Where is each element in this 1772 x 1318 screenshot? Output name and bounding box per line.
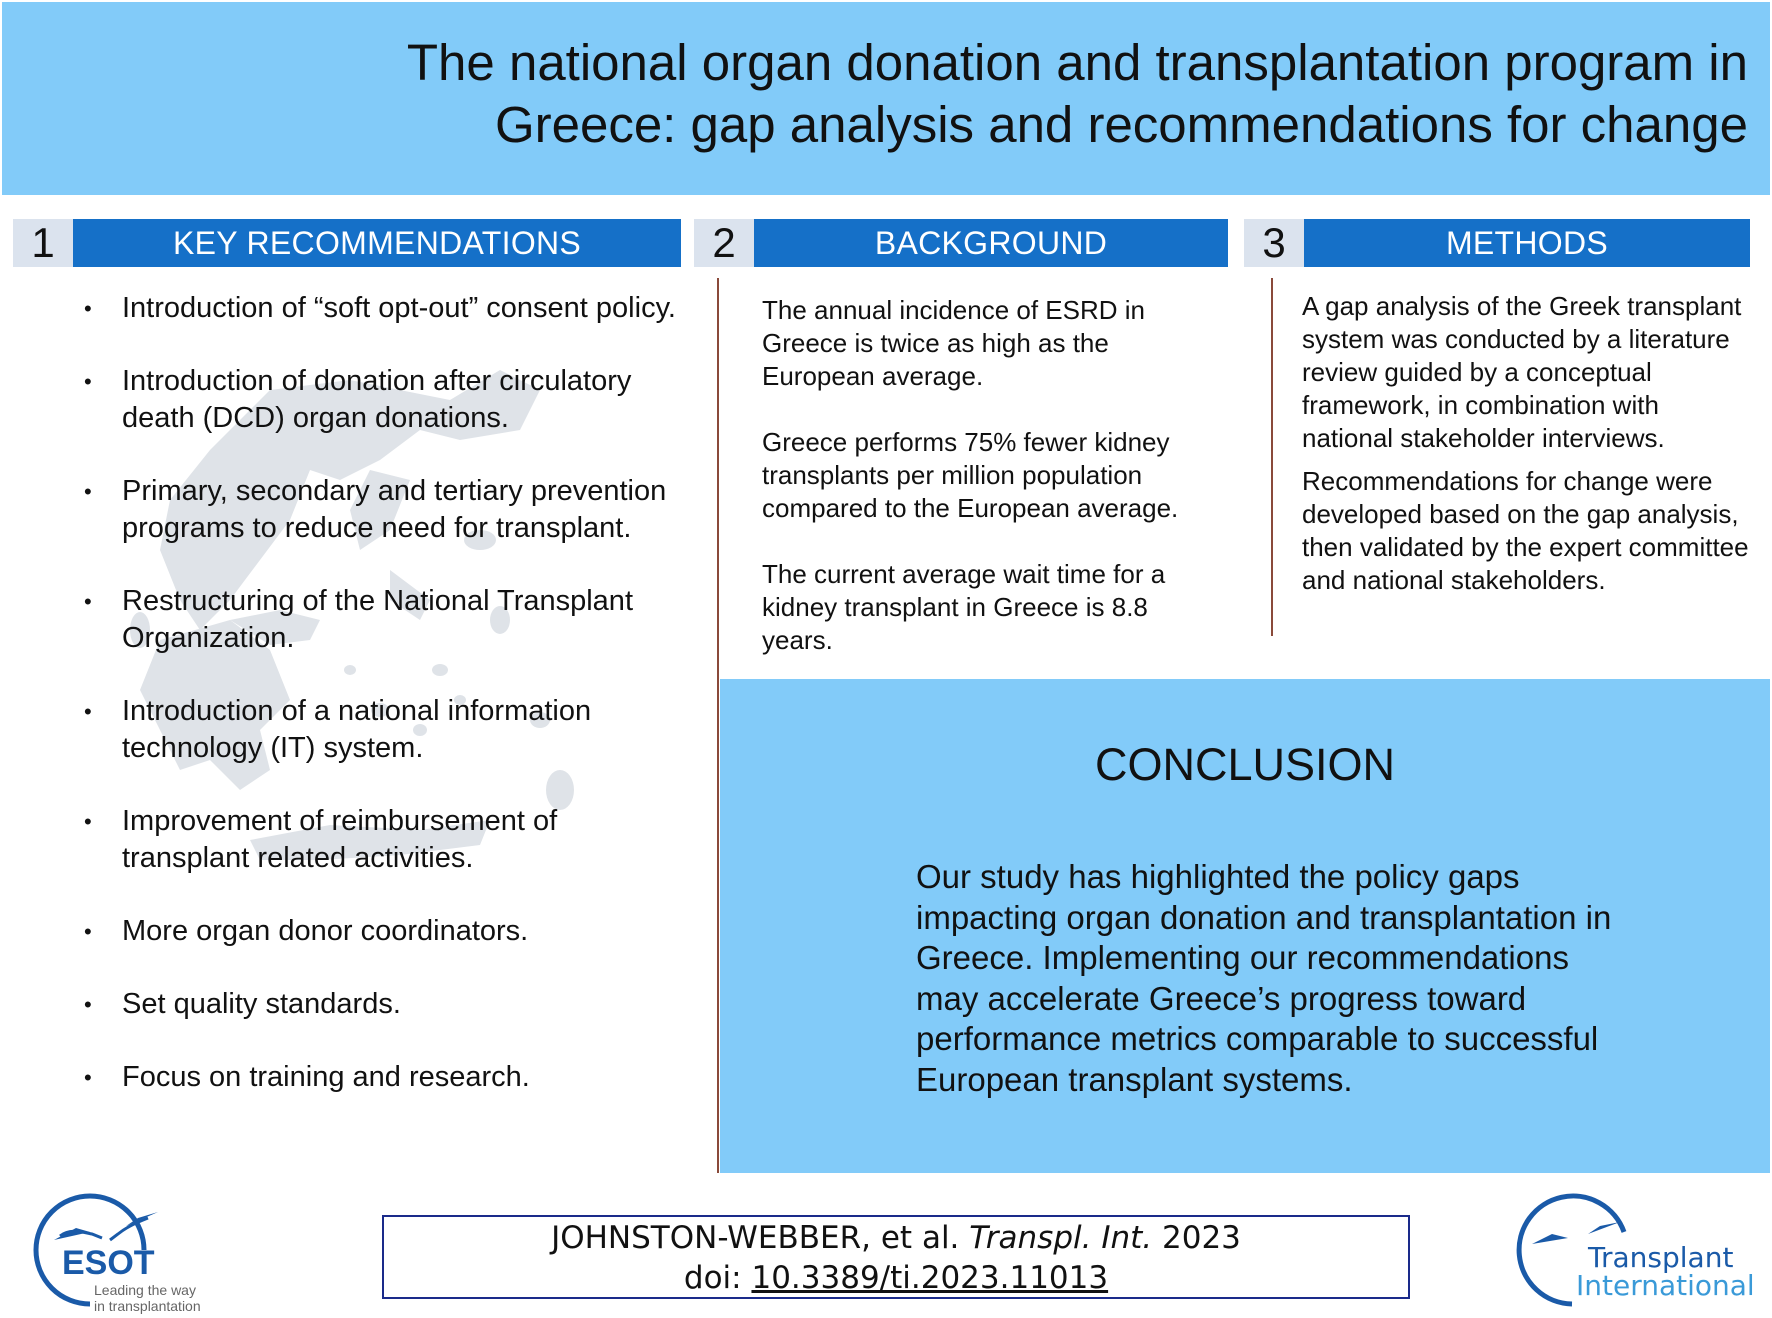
methods-content bbox=[1302, 290, 1752, 607]
doi-prefix: doi: bbox=[683, 1260, 742, 1296]
esot-wordmark: ESOT bbox=[62, 1244, 155, 1282]
recommendation-text: Primary, secondary and tertiary prevention programs to reduce need for transplant. bbox=[122, 475, 667, 544]
doi-link[interactable]: 10.3389/ti.2023.11013 bbox=[751, 1260, 1109, 1296]
section-header-methods bbox=[1244, 219, 1750, 267]
recommendation-text: More organ donor coordinators. bbox=[122, 915, 529, 947]
esot-tagline bbox=[94, 1282, 201, 1314]
list-item bbox=[80, 363, 680, 437]
bullet: • bbox=[84, 992, 92, 1017]
citation-line-2 bbox=[384, 1258, 1408, 1298]
citation-authors: JOHNSTON-WEBBER, et al. bbox=[551, 1220, 960, 1256]
recommendation-text: Set quality standards. bbox=[122, 988, 401, 1020]
transplant-international-logo bbox=[1512, 1192, 1770, 1312]
citation-box bbox=[382, 1215, 1410, 1299]
list-item bbox=[80, 473, 680, 547]
wordmark-line-2: International bbox=[1576, 1269, 1755, 1302]
recommendation-text: Focus on training and research. bbox=[122, 1061, 530, 1093]
recommendation-text: Restructuring of the National Transplant Organization. bbox=[122, 585, 633, 654]
column-divider bbox=[717, 278, 719, 1173]
background-paragraph: The annual incidence of ESRD in Greece is twice as high as the European average. bbox=[762, 295, 1146, 391]
esot-tagline-line: in transplantation bbox=[94, 1298, 201, 1314]
recommendations-list bbox=[80, 290, 680, 1132]
methods-paragraph: A gap analysis of the Greek transplant system was conducted by a literature review guided by a conceptual framework, in combination with national stakeholder interviews. bbox=[1302, 291, 1742, 453]
poster-title bbox=[298, 32, 1748, 156]
section-title: METHODS bbox=[1304, 219, 1750, 267]
section-number: 2 bbox=[694, 219, 754, 267]
section-title: BACKGROUND bbox=[754, 219, 1228, 267]
citation-line-1 bbox=[384, 1218, 1408, 1258]
transplant-international-wordmark bbox=[1576, 1241, 1755, 1302]
section-title: KEY RECOMMENDATIONS bbox=[73, 219, 681, 267]
list-item bbox=[80, 693, 680, 767]
list-item bbox=[80, 1059, 680, 1096]
title-banner bbox=[2, 2, 1770, 195]
wordmark-line-1: Transplant bbox=[1588, 1241, 1734, 1274]
bullet: • bbox=[84, 1065, 92, 1090]
background-content bbox=[762, 294, 1222, 690]
esot-logo bbox=[30, 1188, 220, 1313]
citation-year: 2023 bbox=[1162, 1220, 1241, 1256]
bullet: • bbox=[84, 296, 92, 321]
bullet: • bbox=[84, 919, 92, 944]
methods-paragraph: Recommendations for change were developed based on the gap analysis, then validated by the expert committee and national stakeholders. bbox=[1302, 466, 1749, 595]
citation-journal: Transpl. Int. bbox=[969, 1220, 1153, 1256]
title-line-2: Greece: gap analysis and recommendations for change bbox=[494, 96, 1748, 153]
conclusion-text: Our study has highlighted the policy gaps impacting organ donation and transplantation in Greece. Implementing our recommendations may accelerate Greece’s progress toward performance metrics comparable to successful European transplant systems. bbox=[916, 858, 1612, 1098]
column-divider bbox=[1271, 278, 1273, 636]
list-item bbox=[80, 986, 680, 1023]
list-item bbox=[80, 583, 680, 657]
list-item bbox=[80, 803, 680, 877]
bullet: • bbox=[84, 369, 92, 394]
recommendation-text: Introduction of a national information technology (IT) system. bbox=[122, 695, 592, 764]
section-header-recommendations bbox=[13, 219, 681, 267]
list-item bbox=[80, 290, 680, 327]
recommendation-text: Improvement of reimbursement of transplant related activities. bbox=[122, 805, 558, 874]
recommendation-text: Introduction of donation after circulatory death (DCD) organ donations. bbox=[122, 365, 632, 434]
recommendation-text: Introduction of “soft opt-out” consent policy. bbox=[122, 292, 676, 324]
background-paragraph: The current average wait time for a kidney transplant in Greece is 8.8 years. bbox=[762, 559, 1166, 655]
section-number: 1 bbox=[13, 219, 73, 267]
conclusion-panel bbox=[720, 679, 1770, 1173]
background-paragraph: Greece performs 75% fewer kidney transplants per million population compared to the European average. bbox=[762, 427, 1179, 523]
esot-tagline-line: Leading the way bbox=[94, 1282, 196, 1298]
conclusion-heading: CONCLUSION bbox=[1094, 739, 1396, 790]
list-item bbox=[80, 913, 680, 950]
section-header-background bbox=[694, 219, 1228, 267]
bullet: • bbox=[84, 699, 92, 724]
bullet: • bbox=[84, 479, 92, 504]
bullet: • bbox=[84, 809, 92, 834]
title-line-1: The national organ donation and transplantation program in bbox=[406, 34, 1748, 91]
section-number: 3 bbox=[1244, 219, 1304, 267]
bullet: • bbox=[84, 589, 92, 614]
